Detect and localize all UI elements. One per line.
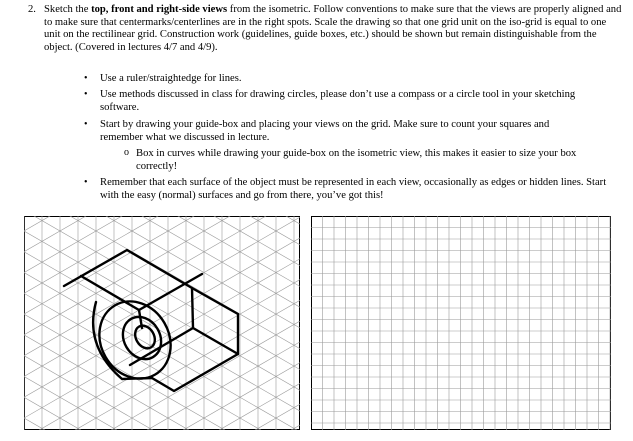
sub-bullet-text: Box in curves while drawing your guide-box on the isometric view, this makes it easier to size your box correctly! (136, 148, 577, 172)
question-text (44, 4, 624, 54)
bullet-item (84, 177, 615, 202)
bullet-item (84, 119, 580, 144)
bullet-symbol: • (84, 73, 88, 84)
bullet-symbol: • (84, 89, 88, 100)
bullet-symbol: • (84, 119, 88, 130)
bullet-text: Use methods discussed in class for drawing circles, please don’t use a compass or a circle tool in your sketching software. (100, 89, 576, 113)
isometric-grid-panel (24, 216, 300, 430)
bullet-text: Remember that each surface of the object must be represented in each view, occasionally as edges or hidden lines. Start with the easy (normal) surfaces and go from there, you’ve got this! (100, 177, 607, 201)
isometric-grid (24, 216, 300, 430)
bullet-text: Start by drawing your guide-box and placing your views on the grid. Make sure to count your squares and remember what we discussed in lecture. (100, 119, 550, 143)
bullet-text: Use a ruler/straightedge for lines. (100, 73, 242, 84)
intro-before: Sketch the (44, 4, 92, 15)
rectilinear-grid (311, 216, 611, 430)
bullet-symbol: • (84, 177, 88, 188)
intro-bold: top, front and right-side views (91, 4, 228, 15)
rect-grid-border (312, 217, 611, 430)
question-block (28, 4, 624, 54)
sub-bullet-symbol: o (124, 147, 129, 158)
sub-bullet-item (124, 147, 616, 173)
rectilinear-grid-panel (311, 216, 611, 430)
intro-after: from the isometric. Follow conventions to make sure that the views are properly aligned and to make sure that centermarks/centerlines are in the right spots. Scale the drawing so that one grid unit on the iso-grid is equal to one unit on the rectilinear grid. Construction work (guidelines, guide boxes, etc.) should be shown but remain distinguishable from the object. (Covered in lectures 4/7 and 4/9). (44, 4, 622, 53)
question-number: 2. (28, 4, 36, 15)
bullet-item (84, 73, 620, 86)
bullet-item (84, 89, 615, 114)
